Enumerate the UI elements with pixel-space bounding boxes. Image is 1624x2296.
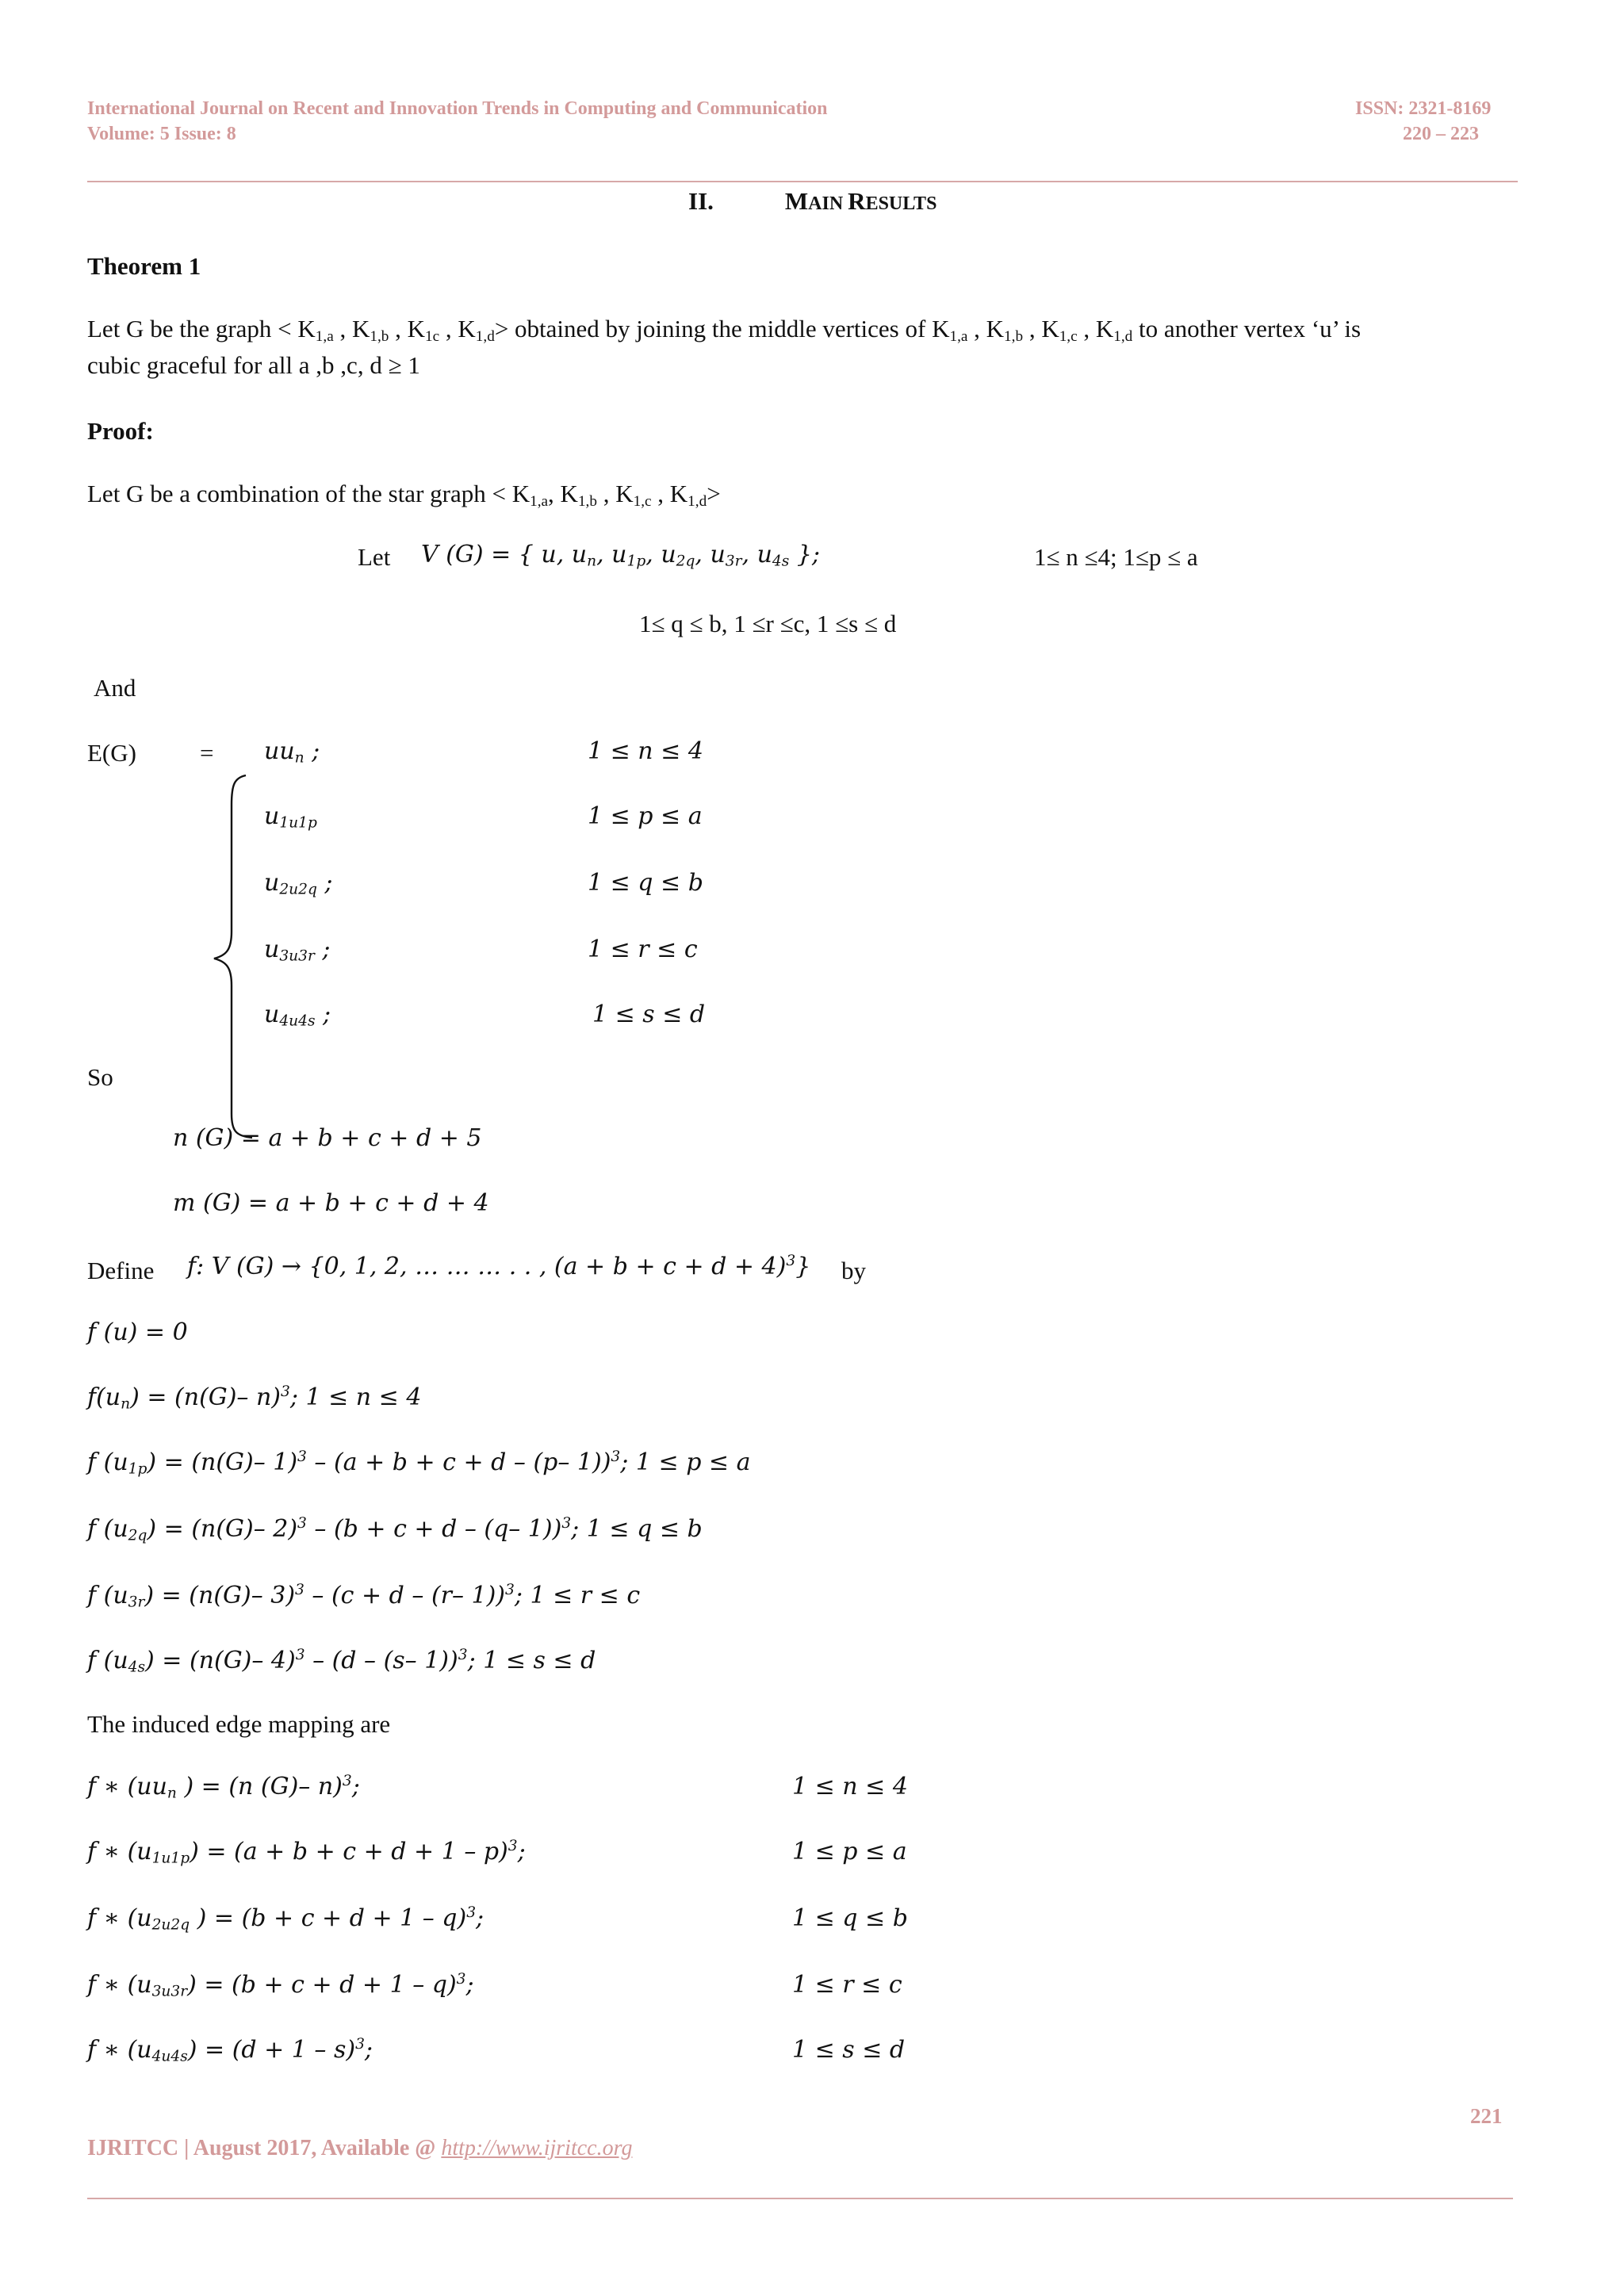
edge-set-item: $u_{3u3r}$ ; bbox=[264, 936, 331, 965]
order-formula: n (G) = a + b + c + d + 5 bbox=[173, 1124, 482, 1152]
edge-set-condition: 1 ≤ q ≤ b bbox=[588, 869, 703, 897]
vertex-label-formula: f $(u_{3r}) = (n(G)-$ 3)$^3$ – (c + d – (r– 1))$^3$; 1 ≤ r ≤ c bbox=[87, 1581, 641, 1611]
edge-set-label: E(G) bbox=[87, 739, 136, 767]
edge-label-formula: f ∗ $(u_{3u3r}) = (b + c + d + 1 - q)^3$; bbox=[87, 1970, 474, 2000]
let-word: Let bbox=[358, 543, 391, 571]
vertex-condition-2: 1≤ q ≤ b, 1 ≤r ≤c, 1 ≤s ≤ d bbox=[639, 610, 897, 637]
journal-title: International Journal on Recent and Innovation Trends in Computing and Communication bbox=[87, 98, 828, 119]
edge-label-formula: f ∗ ($u_{2u2q}$ ) = $(b + c + d + 1 - q)^3$; bbox=[87, 1904, 485, 1934]
theorem-heading: Theorem 1 bbox=[87, 252, 201, 280]
edge-label-formula: f ∗ $(u_{4u4s}) = (d + 1 - s)^3$; bbox=[87, 2035, 373, 2065]
edge-set-item: $uu_n$ ; bbox=[264, 737, 320, 767]
edge-label-formula: f ∗ ($uu_n$ ) = (n (G)– n)$^3$; bbox=[87, 1772, 360, 1802]
edge-set-item: $u_{1u1p}$ bbox=[264, 802, 317, 832]
edge-label-condition: 1 ≤ q ≤ b bbox=[792, 1904, 908, 1932]
edge-set-condition: 1 ≤ s ≤ d bbox=[592, 1001, 706, 1028]
label-u: f (u) = 0 bbox=[87, 1318, 188, 1346]
edge-set-item: $u_{2u2q}$ ; bbox=[264, 869, 333, 898]
theorem-statement-line2: cubic graceful for all a ,b ,c, d ≥ 1 bbox=[87, 351, 420, 379]
size-formula: m (G) = a + b + c + d + 4 bbox=[173, 1189, 489, 1217]
vertex-set: V (G) = { u, $u_n$, $u_{1p}$, $u_{2q}$, $u_{3r}$, $u_{4s}$ }; bbox=[421, 541, 821, 570]
page-number: 221 bbox=[1470, 2104, 1503, 2128]
vertex-condition-1: 1≤ n ≤4; 1≤p ≤ a bbox=[1034, 543, 1198, 571]
page-range: 220 – 223 bbox=[1403, 124, 1479, 144]
footer-citation: IJRITCC | August 2017, Available @ http://www.ijritcc.org bbox=[87, 2136, 633, 2160]
journal-link[interactable]: http://www.ijritcc.org bbox=[441, 2136, 633, 2160]
edge-set-condition: 1 ≤ n ≤ 4 bbox=[588, 737, 703, 765]
footer-rule bbox=[87, 2198, 1513, 2199]
and-word: And bbox=[94, 674, 136, 702]
theorem-statement-line1: Let G be the graph < $K_{1,a}$ , $K_{1,b}$ , $K_{1c}$ , $K_{1,d}>$ obtained by joining the middle vertices of $K_{1,a}$ , $K_{1,b}$ , $K_{1,c}$ , $K_{1,d}$ to another vertex ‘u’ is bbox=[87, 315, 1362, 345]
edge-set-equals: = bbox=[200, 739, 214, 767]
vertex-label-formula: $f(u_n) = (n(G)-$ n)$^3$; 1 ≤ n ≤ 4 bbox=[87, 1383, 422, 1413]
so-word: So bbox=[87, 1063, 113, 1091]
section-number: II. bbox=[688, 187, 714, 215]
edge-set-item: $u_{4u4s}$ ; bbox=[264, 1001, 331, 1030]
labeling-map: f: V (G) → {0, 1, 2, … … … . . , $(a + b + c + d + 4)^3$} bbox=[187, 1252, 811, 1280]
vertex-label-formula: f $(u_{4s}) = (n(G)-$ 4)$^3$ – (d – (s– 1))$^3$; 1 ≤ s ≤ d bbox=[87, 1646, 596, 1676]
define-word: Define bbox=[87, 1257, 155, 1284]
section-heading: II. MAIN RESULTS bbox=[688, 187, 937, 215]
by-word: by bbox=[841, 1257, 866, 1284]
edge-label-condition: 1 ≤ p ≤ a bbox=[792, 1838, 907, 1866]
left-brace-icon bbox=[208, 773, 255, 1139]
star-graph-combination: Let G be a combination of the star graph < $K_{1,a}$, $K_{1,b}$ , $K_{1,c}$ , $K_{1,d}>$ bbox=[87, 480, 721, 510]
edge-set-condition: 1 ≤ r ≤ c bbox=[588, 936, 698, 963]
edge-set-condition: 1 ≤ p ≤ a bbox=[588, 802, 703, 830]
proof-heading: Proof: bbox=[87, 417, 154, 445]
induced-edge-heading: The induced edge mapping are bbox=[87, 1710, 391, 1738]
edge-label-formula: f ∗ $(u_{1u1p}) = (a + b + c + d + 1 - p)^3$; bbox=[87, 1837, 526, 1867]
edge-label-condition: 1 ≤ r ≤ c bbox=[792, 1971, 902, 1999]
vertex-label-formula: f $(u_{2q}) = (n(G)-$ 2)$^3$ – (b + c + d – (q– 1))$^3$; 1 ≤ q ≤ b bbox=[87, 1514, 703, 1544]
vertex-label-formula: f $(u_{1p}) = (n(G)-$ 1)$^3$ – (a + b + c + d – (p– 1))$^3$; 1 ≤ p ≤ a bbox=[87, 1448, 751, 1478]
header-rule bbox=[87, 181, 1518, 182]
edge-label-condition: 1 ≤ s ≤ d bbox=[792, 2036, 906, 2064]
issn: ISSN: 2321-8169 bbox=[1355, 98, 1492, 119]
volume-issue: Volume: 5 Issue: 8 bbox=[87, 124, 236, 144]
edge-label-condition: 1 ≤ n ≤ 4 bbox=[792, 1773, 908, 1800]
